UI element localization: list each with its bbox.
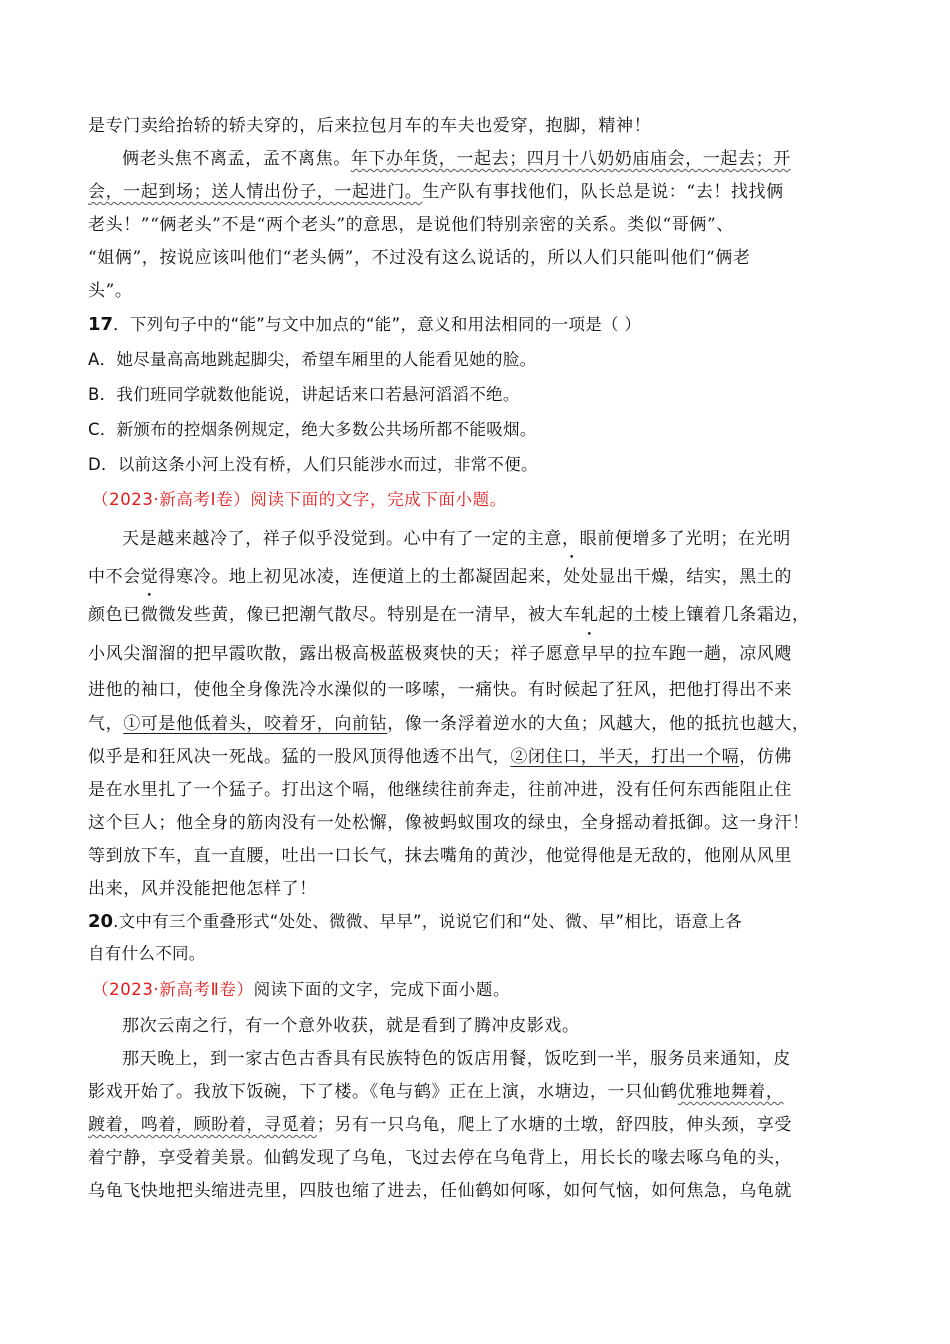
passage1-line-5: “姐俩”，按说应该叫他们“老头俩”，不过没有这么说话的，所以人们只能叫他们“俩老: [88, 248, 751, 268]
passage2-text: 微发些黄，像已把潮气散尽。特别是在一清早，被大车轧起的土棱上镶着几条霜边，: [158, 605, 810, 625]
passage2-line-11: 出来，风并没能把他怎样了！: [88, 879, 317, 899]
passage2-line-2: [88, 565, 792, 589]
passage2-text: 似乎是和狂风决一死战。猛的一股风顶得他透不出气，: [88, 747, 511, 767]
question-stem: .文中有三个重叠形式“处处、微微、早早”，说说它们和“处、微、早”相比，语意上各: [113, 912, 742, 931]
passage2-line-6: [88, 712, 810, 736]
question-number: 17: [88, 314, 114, 335]
passage3-line-6: 乌龟飞快地把头缩进壳里，四肢也缩了进去，任仙鹤如何啄，如何气恼，如何焦急，乌龟就: [88, 1181, 792, 1201]
passage2-text: ，像一条浮着逆水的大鱼；风越大，他的抵抗也越大，: [387, 714, 810, 734]
exam-source-label: （2023·新高考Ⅰ卷）: [92, 490, 251, 509]
passage2-line-9: 这个巨人；他全身的筋肉没有一处松懈，像被蚂蚁围攻的绿虫，全身摇动着抵御。这一身汗！: [88, 813, 810, 833]
passage1-line-1: 是专门卖给抬轿的轿夫穿的，后来拉包月车的车夫也爱穿，抱脚，精神！: [88, 116, 652, 136]
source-heading-2: [92, 978, 510, 1002]
passage1-text: 俩老头焦不离孟，孟不离焦。: [122, 149, 351, 169]
option-letter: C: [88, 420, 100, 439]
underlined-sentence-1: ①可是他低着头，咬着牙，向前钻: [123, 714, 388, 734]
question-17: [88, 313, 641, 337]
passage2-text: ，仿佛: [739, 747, 793, 767]
passage2-line-5: 进他的袖口，使他全身像洗冷水澡似的一哆嗦，一痛快。有时候起了狂风，把他打得出不来: [88, 680, 792, 700]
option-letter: D: [88, 455, 102, 474]
wavy-underlined-text: 会，一起到场；送人情出份子，一起进门。: [88, 182, 423, 202]
question-stem: ．下列句子中的“能”与文中加点的“能”，意义和用法相同的一项是（ ）: [113, 315, 642, 334]
passage2-line-1: 天是越来越冷了，祥子似乎没觉到。心中有了一定的主意，眼前便增多了光明；在光明: [122, 529, 791, 549]
dotted-character: 早: [580, 644, 599, 664]
exam-source-label: （2023·新高考Ⅱ卷）: [92, 980, 254, 999]
passage1-line-2: [122, 147, 791, 171]
passage2-text: 早的拉车跑一趟，凉风飕: [598, 644, 793, 664]
option-b: [88, 383, 520, 407]
question-20-line-2: 自有什么不同。: [88, 944, 206, 963]
passage1-line-3: [88, 180, 784, 204]
wavy-underlined-text: 优雅地舞着，: [677, 1082, 784, 1102]
option-letter: A: [88, 350, 100, 369]
passage2-text: 小风尖溜溜的把早霞吹散，露出极高极蓝极爽快的天；祥子愿意: [88, 644, 581, 664]
option-letter: B: [88, 385, 100, 404]
passage1-line-4: 老头！”“俩老头”不是“两个老头”的意思，是说他们特别亲密的关系。类似“哥俩”、: [88, 215, 734, 235]
passage3-text: 影戏开始了。我放下饭碗，下了楼。《龟与鹤》正在上演，水塘边，一只仙鹤: [88, 1082, 678, 1102]
option-c: [88, 418, 537, 442]
option-text: ．她尽量高高地跳起脚尖，希望车厢里的人能看见她的脸。: [99, 350, 537, 369]
passage3-line-3: [88, 1080, 784, 1104]
passage3-text: ；另有一只乌龟，爬上了水塘的土墩，舒四肢，伸头颈，享受: [316, 1115, 793, 1135]
passage2-line-8: 是在水里扎了一个猛子。打出这个嗝，他继续往前奔走，往前冲进，没有任何东西能阻止住: [88, 780, 792, 800]
option-text: ．新颁布的控烟条例规定，绝大多数公共场所都不能吸烟。: [99, 420, 537, 439]
wavy-underlined-text: 踱着，鸣着，顾盼着，寻觅着: [88, 1115, 317, 1135]
passage2-line-10: 等到放下车，直一直腰，吐出一口长气，抹去嘴角的黄沙，他觉得他是无敌的，他刚从风里: [88, 846, 792, 866]
underlined-sentence-2: ②闭住口，半天，打出一个嗝: [510, 747, 740, 767]
passage3-line-5: 着宁静，享受着美景。仙鹤发现了乌龟，飞过去停在乌龟背上，用长长的喙去啄乌龟的头，: [88, 1148, 792, 1168]
option-d: [88, 453, 538, 477]
passage2-line-4: [88, 642, 792, 666]
source-instruction: 阅读下面的文字，完成下面小题。: [253, 980, 511, 999]
option-a: [88, 348, 536, 372]
passage2-line-3: [88, 603, 810, 627]
passage3-line-4: [88, 1113, 792, 1137]
passage3-line-2: 那天晚上，到一家古色古香具有民族特色的饭店用餐，饭吃到一半，服务员来通知，皮: [122, 1049, 791, 1069]
passage2-text: 颜色已: [88, 605, 141, 625]
question-20: [88, 910, 742, 934]
passage1-line-6: 头”。: [88, 281, 133, 301]
source-instruction: 阅读下面的文字，完成下面小题。: [250, 490, 507, 509]
passage2-line-7: [88, 745, 792, 769]
dotted-character: 处: [563, 567, 581, 587]
option-text: ．以前这条小河上没有桥，人们只能涉水而过，非常不便。: [101, 455, 538, 474]
question-number: 20: [88, 911, 114, 932]
passage2-text: 处显出干燥，结实，黑土的: [580, 567, 793, 587]
wavy-underlined-text: 年下办年货，一起去；四月十八奶奶庙庙会，一起去；开: [350, 149, 791, 169]
dotted-character: 微: [140, 605, 159, 625]
passage2-text: 中不会觉得寒冷。地上初见冰凌，连便道上的土都凝固起来，: [88, 567, 564, 587]
passage2-text: 气，: [88, 714, 124, 734]
passage3-line-1: 那次云南之行，有一个意外收获，就是看到了腾冲皮影戏。: [122, 1016, 580, 1036]
option-text: ．我们班同学就数他能说，讲起话来口若悬河滔滔不绝。: [99, 385, 520, 404]
passage1-text: 生产队有事找他们，队长总是说：“去！找找俩: [422, 182, 784, 202]
source-heading-1: [92, 488, 507, 512]
